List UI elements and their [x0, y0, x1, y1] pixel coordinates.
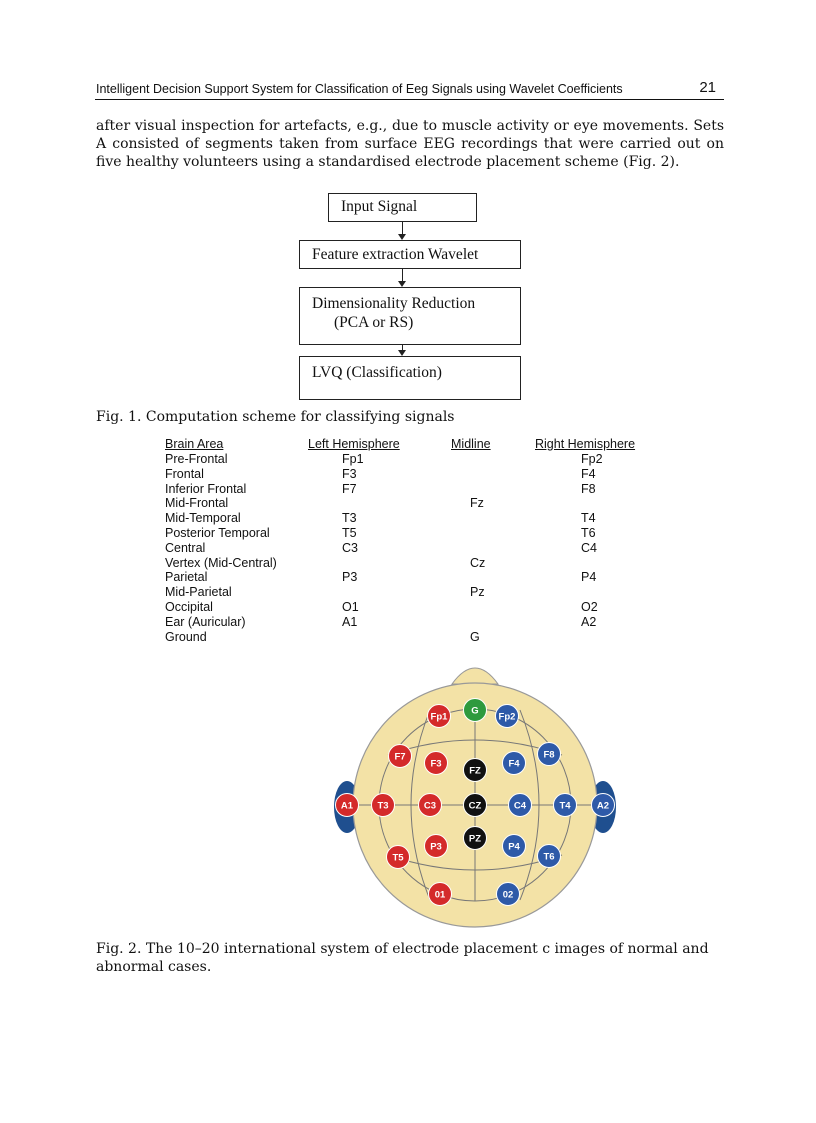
table-cell: [470, 570, 485, 585]
table-cell: Occipital: [165, 599, 213, 614]
electrode-A1: [336, 794, 359, 817]
table-cell: T6: [581, 525, 596, 540]
electrode-G: [464, 699, 487, 722]
table-cell: Fp1: [342, 452, 364, 466]
table-cell: [581, 556, 603, 571]
electrode-label: F8: [543, 749, 555, 761]
running-header: [96, 80, 724, 100]
electrode-label: F4: [508, 758, 520, 770]
table-cell: Mid-Temporal: [165, 511, 241, 526]
table-cell: C3: [342, 540, 358, 555]
body-paragraph: after visual inspection for artefacts, e.g., due to muscle activity or eye movements. Sets A consisted of segments taken from surface EEG recordings that were carried out on five healthy volunteers using a standardised electrode placement scheme (Fig. 2).: [96, 118, 724, 170]
electrode-label: Fp1: [430, 711, 448, 723]
figure-2-caption-line2: abnormal cases.: [96, 959, 212, 975]
table-cell: A2: [581, 614, 597, 629]
electrode-CZ: [464, 794, 487, 817]
table-cell: Cz: [470, 555, 486, 570]
table-cell: A1: [342, 614, 358, 629]
table-cell: Vertex (Mid-Central): [165, 555, 277, 570]
table-cell: T4: [581, 511, 596, 526]
flow-box-dim-line2: (PCA or RS): [334, 314, 414, 331]
electrode-label: CZ: [468, 800, 482, 812]
table-cell: Fp2: [581, 452, 603, 466]
electrode-label: T3: [377, 800, 389, 812]
electrode-Fp2: [496, 705, 519, 728]
table-cell: [470, 526, 485, 541]
table-cell: Central: [165, 540, 206, 555]
table-cell: [342, 556, 364, 571]
electrode-T6: [538, 845, 561, 868]
electrode-label: P4: [508, 841, 520, 853]
table-cell: [470, 467, 485, 482]
table-cell: F8: [581, 481, 596, 496]
table-cell: O1: [342, 599, 359, 614]
table-cell: Frontal: [165, 466, 204, 481]
electrode-label: FZ: [469, 765, 481, 777]
table-cell: P3: [342, 570, 358, 585]
electrode-F8: [538, 743, 561, 766]
electrode-label: P3: [430, 841, 442, 853]
table-cell: Pre-Frontal: [165, 452, 228, 466]
electrode-P3: [425, 835, 448, 858]
electrode-label: T4: [559, 800, 571, 812]
electrode-F7: [389, 745, 412, 768]
table-header-right: Right Hemisphere: [535, 437, 636, 451]
flow-box-lvq: LVQ (Classification): [299, 356, 521, 400]
flow-box-input: Input Signal: [328, 193, 477, 222]
table-cell: [470, 615, 485, 630]
electrode-label: 02: [502, 889, 514, 901]
table-cell: [470, 541, 485, 556]
table-cell: C4: [581, 540, 597, 555]
table-cell: T5: [342, 525, 357, 540]
header-rule: [95, 99, 724, 100]
electrode-label: PZ: [468, 833, 482, 845]
page-number: 21: [699, 79, 716, 96]
table-cell: [470, 511, 485, 526]
electrode-label: F7: [394, 751, 406, 763]
table-cell: F3: [342, 466, 357, 481]
table-cell: Ear (Auricular): [165, 614, 246, 629]
table-cell: [581, 585, 603, 600]
electrode-O1: [429, 883, 452, 906]
figure-2-caption-line1: Fig. 2. The 10–20 international system of electrode placement c images of normal and: [96, 941, 709, 957]
table-cell: Mid-Parietal: [165, 585, 232, 600]
table-cell: T3: [342, 511, 357, 526]
electrode-C4: [509, 794, 532, 817]
table-cell: [342, 630, 364, 645]
running-title: Intelligent Decision Support System for Classification of Eeg Signals using Wavelet Coefficients: [96, 82, 623, 96]
table-cell: [342, 496, 364, 511]
table-cell: [470, 482, 485, 497]
electrode-T3: [372, 794, 395, 817]
table-cell: [342, 585, 364, 600]
table-cell: F4: [581, 466, 596, 481]
table-header-left: Left Hemisphere: [308, 437, 400, 451]
electrode-label: C3: [423, 800, 437, 812]
figure-1-caption: Fig. 1. Computation scheme for classifying signals: [96, 409, 455, 425]
electrode-label: 01: [434, 889, 446, 901]
electrode-A2: [592, 794, 615, 817]
table-cell: Pz: [470, 585, 485, 600]
electrode-label: C4: [513, 800, 527, 812]
electrode-label: G: [471, 705, 479, 717]
table-cell: Posterior Temporal: [165, 525, 270, 540]
table-column-area: [165, 452, 277, 644]
electrode-T4: [554, 794, 577, 817]
table-cell: P4: [581, 570, 597, 585]
flow-box-dimensionality-reduction: [299, 287, 521, 345]
electrode-label: Fp2: [498, 711, 516, 723]
electrode-Fp1: [428, 705, 451, 728]
table-cell: [470, 452, 485, 467]
nose: [452, 668, 498, 684]
table-cell: Ground: [165, 629, 207, 644]
electrode-label: A1: [340, 800, 354, 812]
table-header-midline: Midline: [451, 437, 491, 451]
electrode-label: T5: [392, 852, 404, 864]
table-cell: O2: [581, 599, 598, 614]
table-column-midline: [470, 452, 485, 644]
electrode-P4: [503, 835, 526, 858]
electrode-C3: [419, 794, 442, 817]
electrode-O2: [497, 883, 520, 906]
table-cell: Fz: [470, 496, 484, 511]
figure-2-electrode-diagram: [330, 660, 620, 932]
table-cell: [470, 600, 485, 615]
flow-box-feature-extraction: Feature extraction Wavelet: [299, 240, 521, 269]
electrode-FZ: [464, 759, 487, 782]
table-cell: G: [470, 629, 480, 644]
table-column-right: [581, 452, 603, 630]
electrode-label: A2: [596, 800, 610, 812]
electrode-F3: [425, 752, 448, 775]
electrode-PZ: [464, 827, 487, 850]
electrode-T5: [387, 846, 410, 869]
table-cell: Mid-Frontal: [165, 496, 229, 511]
table-cell: Inferior Frontal: [165, 481, 247, 496]
flow-box-dim-line1: Dimensionality Reduction: [312, 295, 476, 312]
table-cell: [581, 496, 603, 511]
electrode-F4: [503, 752, 526, 775]
table-cell: Parietal: [165, 570, 208, 585]
table-cell: F7: [342, 481, 357, 496]
table-header-area: Brain Area: [165, 437, 224, 451]
table-column-left: [342, 452, 364, 644]
electrode-label: T6: [543, 851, 555, 863]
figure-2-caption: [96, 940, 709, 976]
electrode-label: F3: [430, 758, 442, 770]
